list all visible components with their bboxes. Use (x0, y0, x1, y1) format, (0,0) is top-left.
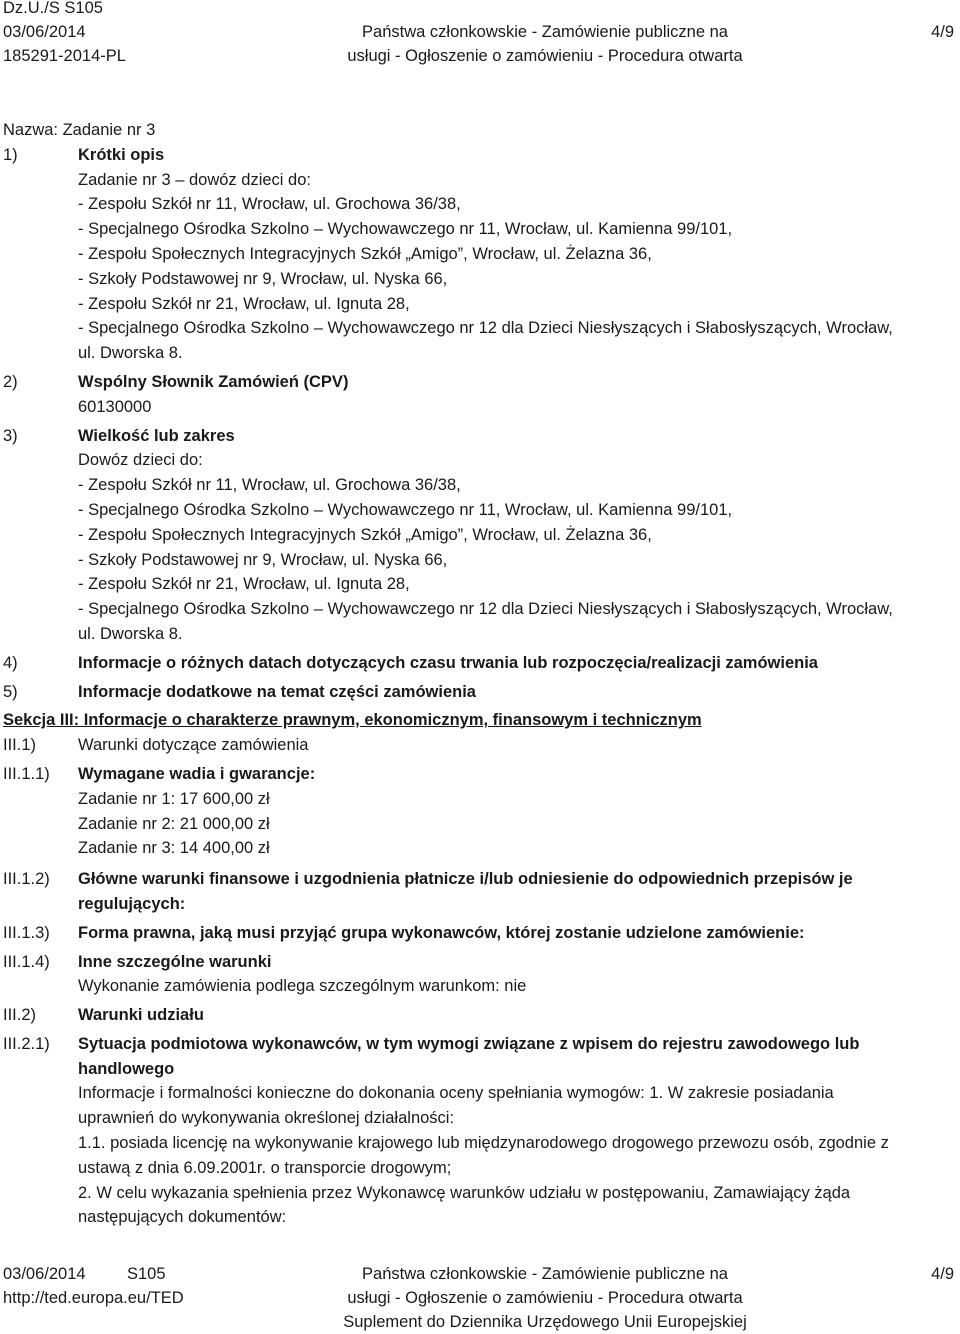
footer-title-line2: usługi - Ogłoszenie o zamówieniu - Procedura otwarta (347, 1289, 743, 1307)
header-title-line1: Państwa członkowskie - Zamówienie publiczne na (362, 23, 728, 41)
header-notice-id: 185291-2014-PL (3, 47, 126, 65)
text-line: ul. Dworska 8. (78, 624, 183, 643)
section-title: Wymagane wadia i gwarancje: (78, 764, 316, 783)
text-line: - Zespołu Szkół nr 11, Wrocław, ul. Grochowa 36/38, (78, 195, 461, 214)
text-line: - Specjalnego Ośrodka Szkolno – Wychowawczego nr 12 dla Dzieci Niesłyszących i Słabosłyszących, Wrocław, (78, 319, 893, 338)
section-title: Wielkość lub zakres (78, 426, 235, 445)
section-iii-1-3 (3, 921, 958, 946)
section-number: III.1.1) (3, 764, 50, 783)
text-line: - Szkoły Podstawowej nr 9, Wrocław, ul. Nyska 66, (78, 269, 448, 288)
text-line: 2. W celu wykazania spełnienia przez Wykonawcę warunków udziału w postępowaniu, Zamawiający żąda (78, 1183, 851, 1202)
footer-journal: S105 (127, 1265, 166, 1283)
section-iii-1-1 (3, 762, 958, 861)
section-number: III.1.4) (3, 952, 50, 971)
section-iii-1-4 (3, 950, 958, 1000)
text-line: - Zespołu Społecznych Integracyjnych Szkół „Amigo”, Wrocław, ul. Żelazna 36, (78, 525, 652, 544)
section-number: III.1) (3, 736, 37, 755)
footer-title-line1: Państwa członkowskie - Zamówienie publiczne na (362, 1265, 728, 1283)
footer-page-number: 4/9 (931, 1265, 954, 1283)
text-line: następujących dokumentów: (78, 1208, 287, 1227)
page-header (0, 0, 960, 74)
text-line: - Specjalnego Ośrodka Szkolno – Wychowawczego nr 11, Wrocław, ul. Kamienna 99/101, (78, 500, 733, 519)
section-iii-1 (3, 733, 958, 758)
section-number: III.1.2) (3, 870, 50, 889)
footer-title-line3: Suplement do Dziennika Urzędowego Unii Europejskiej (343, 1313, 747, 1331)
section-title: Informacje o różnych datach dotyczących czasu trwania lub rozpoczęcia/realizacji zamówienia (78, 653, 818, 672)
section-title-cont: handlowego (78, 1059, 175, 1078)
section-iii-2 (3, 1003, 958, 1028)
section-title: Informacje dodatkowe na temat części zamówienia (78, 682, 476, 701)
lot-name: Nazwa: Zadanie nr 3 (3, 121, 156, 139)
section-iii-2-1 (3, 1032, 958, 1230)
section-number: 1) (3, 145, 18, 164)
section-title: Wspólny Słownik Zamówień (CPV) (78, 372, 349, 391)
section-number: 3) (3, 426, 18, 445)
text-line: uprawnień do wykonywania określonej działalności: (78, 1109, 455, 1128)
section-additional-info (3, 680, 958, 705)
section-dates (3, 651, 958, 676)
section-number: 4) (3, 653, 18, 672)
section-number: III.1.3) (3, 923, 50, 942)
text-line: - Specjalnego Ośrodka Szkolno – Wychowawczego nr 12 dla Dzieci Niesłyszących i Słabosłyszących, Wrocław, (78, 600, 893, 619)
header-date: 03/06/2014 (3, 23, 86, 41)
text-line: ul. Dworska 8. (78, 344, 183, 363)
text-line: ustawą z dnia 6.09.2001r. o transporcie drogowym; (78, 1158, 452, 1177)
header-journal: Dz.U./S S105 (3, 0, 103, 17)
section-iii-heading: Sekcja III: Informacje o charakterze prawnym, ekonomicznym, finansowym i technicznym (3, 711, 702, 730)
section-title: Inne szczególne warunki (78, 952, 272, 971)
text-line: - Zespołu Szkół nr 11, Wrocław, ul. Grochowa 36/38, (78, 476, 461, 495)
text-line: Zadanie nr 3 – dowóz dzieci do: (78, 170, 311, 189)
text-line: Zadanie nr 3: 14 400,00 zł (78, 839, 270, 858)
text-line: Wykonanie zamówienia podlega szczególnym warunkom: nie (78, 977, 527, 996)
text-line: Informacje i formalności konieczne do dokonania oceny spełniania wymogów: 1. W zakresie posiadania (78, 1084, 834, 1103)
text-line: - Szkoły Podstawowej nr 9, Wrocław, ul. Nyska 66, (78, 550, 448, 569)
text-line: Dowóz dzieci do: (78, 451, 203, 470)
cpv-code: 60130000 (78, 397, 152, 416)
section-title: Krótki opis (78, 145, 165, 164)
section-title: Warunki dotyczące zamówienia (78, 736, 309, 755)
section-scope (3, 424, 958, 647)
section-number: III.2) (3, 1006, 37, 1025)
section-short-description (3, 143, 958, 366)
section-number: 5) (3, 682, 18, 701)
document-body (3, 118, 958, 1230)
section-iii-1-2 (3, 867, 958, 917)
text-line: - Zespołu Szkół nr 21, Wrocław, ul. Ignuta 28, (78, 294, 410, 313)
text-line: Zadanie nr 2: 21 000,00 zł (78, 814, 270, 833)
footer-url[interactable]: http://ted.europa.eu/TED (3, 1289, 184, 1307)
text-line: - Specjalnego Ośrodka Szkolno – Wychowawczego nr 11, Wrocław, ul. Kamienna 99/101, (78, 220, 733, 239)
section-number: III.2.1) (3, 1034, 50, 1053)
section-number: 2) (3, 372, 18, 391)
footer-date: 03/06/2014 (3, 1265, 86, 1283)
text-line: - Zespołu Szkół nr 21, Wrocław, ul. Ignuta 28, (78, 575, 410, 594)
section-title: Główne warunki finansowe i uzgodnienia płatnicze i/lub odniesienie do odpowiednich przepisów je (78, 870, 853, 889)
section-title: Sytuacja podmiotowa wykonawców, w tym wymogi związane z wpisem do rejestru zawodowego lub (78, 1034, 860, 1053)
header-title-line2: usługi - Ogłoszenie o zamówieniu - Procedura otwarta (347, 47, 743, 65)
text-line: Zadanie nr 1: 17 600,00 zł (78, 789, 270, 808)
section-title: Warunki udziału (78, 1006, 204, 1025)
text-line: 1.1. posiada licencję na wykonywanie krajowego lub międzynarodowego drogowego przewozu osób, zgodnie z (78, 1134, 889, 1153)
section-cpv (3, 370, 958, 420)
header-page-number: 4/9 (931, 23, 954, 41)
page-footer (0, 1262, 960, 1334)
section-title: Forma prawna, jaką musi przyjąć grupa wykonawców, której zostanie udzielone zamówienie: (78, 923, 805, 942)
text-line: - Zespołu Społecznych Integracyjnych Szkół „Amigo”, Wrocław, ul. Żelazna 36, (78, 244, 652, 263)
section-title-cont: regulujących: (78, 894, 186, 913)
